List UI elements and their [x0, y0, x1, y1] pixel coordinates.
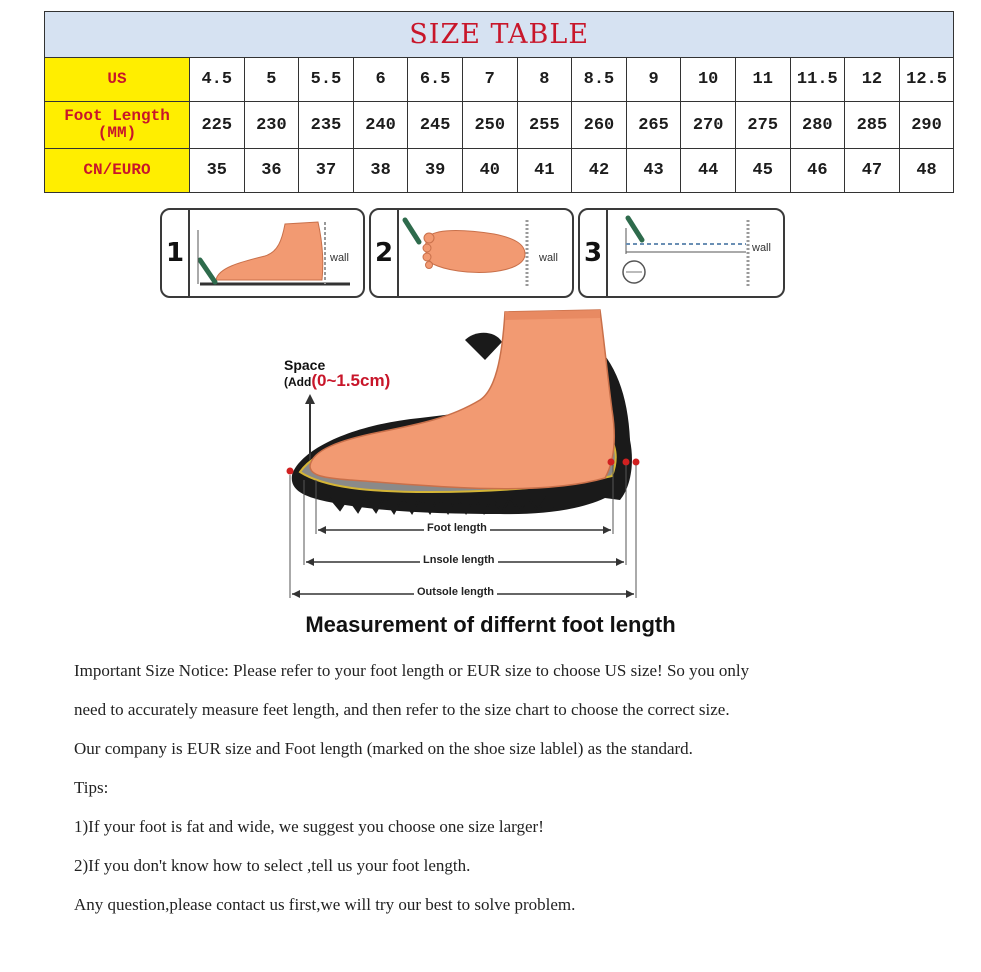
table-cell: 8.5 [572, 58, 627, 102]
space-title: Space [284, 357, 326, 373]
notice-line: Important Size Notice: Please refer to your foot length or EUR size to choose US size! So you only [74, 661, 750, 680]
table-cell: 230 [244, 102, 299, 149]
table-cell: 260 [572, 102, 627, 149]
table-title: SIZE TABLE [45, 12, 954, 58]
foot-measurement-diagram [270, 300, 670, 610]
table-cell: 10 [681, 58, 736, 102]
table-cell: 265 [626, 102, 681, 149]
space-range: (0~1.5cm) [311, 371, 391, 390]
table-cell: 7 [462, 58, 517, 102]
table-cell: 280 [790, 102, 845, 149]
table-row-euro [45, 149, 954, 193]
foot-length-label: Foot length [424, 522, 490, 534]
step-1-panel [160, 208, 365, 298]
table-cell: 275 [735, 102, 790, 149]
size-table [44, 11, 954, 193]
table-cell: 47 [845, 149, 900, 193]
table-cell: 44 [681, 149, 736, 193]
table-cell: 225 [190, 102, 245, 149]
table-cell: 45 [735, 149, 790, 193]
wall-label: wall [330, 252, 349, 264]
notice-line: need to accurately measure feet length, and then refer to the size chart to choose the correct size. [74, 700, 730, 719]
table-cell: 4.5 [190, 58, 245, 102]
table-cell: 255 [517, 102, 572, 149]
notice-line: Any question,please contact us first,we will try our best to solve problem. [74, 895, 576, 914]
wall-label: wall [539, 252, 558, 264]
step-2-panel [369, 208, 574, 298]
table-cell: 285 [845, 102, 900, 149]
space-add: (Add [284, 375, 312, 389]
table-cell: 43 [626, 149, 681, 193]
outsole-length-label: Outsole length [414, 586, 497, 598]
notice-line: Tips: [74, 778, 109, 797]
row-header-euro: CN/EURO [45, 149, 190, 193]
table-cell: 6 [353, 58, 408, 102]
table-cell: 8 [517, 58, 572, 102]
table-row-foot-length [45, 102, 954, 149]
table-cell: 35 [190, 149, 245, 193]
table-cell: 40 [462, 149, 517, 193]
table-cell: 37 [299, 149, 354, 193]
table-cell: 12.5 [899, 58, 954, 102]
step-number: 1 [162, 210, 190, 296]
table-cell: 36 [244, 149, 299, 193]
row-header-us: US [45, 58, 190, 102]
table-cell: 39 [408, 149, 463, 193]
wall-label: wall [752, 242, 771, 254]
row-header-line: Foot Length [64, 107, 170, 125]
row-header-foot-length [45, 102, 190, 149]
size-notice [74, 656, 954, 929]
table-cell: 12 [845, 58, 900, 102]
table-row-us [45, 58, 954, 102]
step-number: 2 [371, 210, 399, 296]
table-cell: 290 [899, 102, 954, 149]
notice-line: 2)If you don't know how to select ,tell us your foot length. [74, 856, 471, 875]
table-cell: 240 [353, 102, 408, 149]
table-cell: 41 [517, 149, 572, 193]
row-header-unit: (MM) [97, 124, 137, 142]
insole-length-label: Lnsole length [420, 554, 498, 566]
step-3-panel [578, 208, 785, 298]
table-cell: 9 [626, 58, 681, 102]
table-cell: 48 [899, 149, 954, 193]
table-cell: 11 [735, 58, 790, 102]
table-cell: 11.5 [790, 58, 845, 102]
table-cell: 42 [572, 149, 627, 193]
table-cell: 38 [353, 149, 408, 193]
table-cell: 270 [681, 102, 736, 149]
table-cell: 250 [462, 102, 517, 149]
table-cell: 46 [790, 149, 845, 193]
measurement-steps [160, 208, 785, 298]
space-label [284, 358, 390, 390]
table-cell: 6.5 [408, 58, 463, 102]
table-cell: 235 [299, 102, 354, 149]
diagram-heading: Measurement of differnt foot length [305, 612, 676, 637]
table-cell: 245 [408, 102, 463, 149]
notice-line: 1)If your foot is fat and wide, we suggest you choose one size larger! [74, 817, 544, 836]
table-cell: 5.5 [299, 58, 354, 102]
step-number: 3 [580, 210, 608, 296]
table-cell: 5 [244, 58, 299, 102]
notice-line: Our company is EUR size and Foot length (marked on the shoe size lablel) as the standard. [74, 739, 693, 758]
